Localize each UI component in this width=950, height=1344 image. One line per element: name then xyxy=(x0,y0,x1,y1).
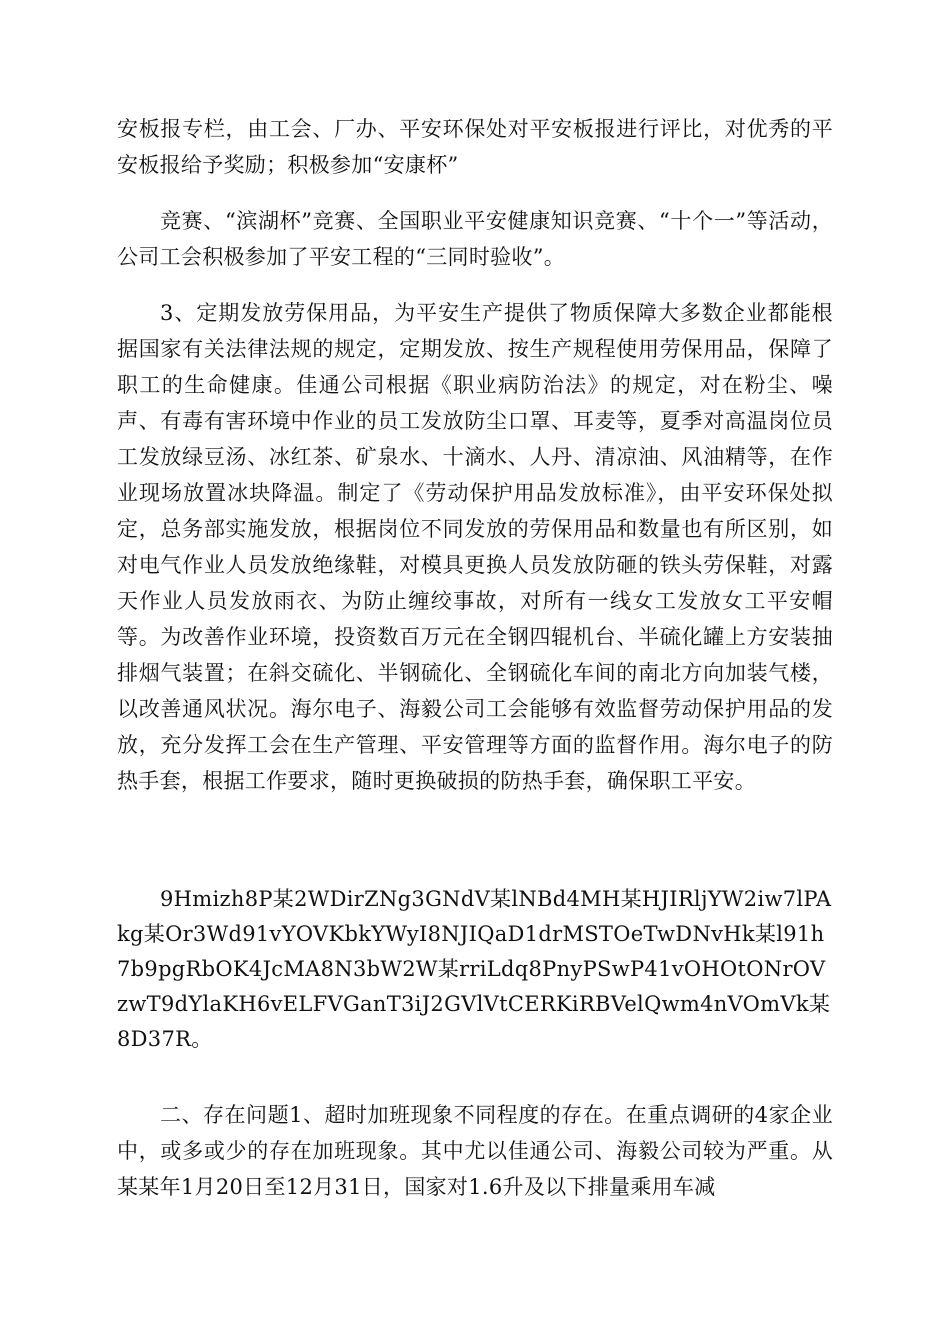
paragraph-2: 竞赛、“滨湖杯”竞赛、全国职业平安健康知识竞赛、“十个一”等活动，公司工会积极参加了平安工程的“三同时验收”。 xyxy=(117,209,833,269)
paragraph-4: 9Hmizh8P某2WDirZNg3GNdV某lNBd4MH某HJIRljYW2iw7lPAkg某Or3Wd91vYOVKbkYWyI8NJIQaD1drMSTOeTwDNvHk某l91h7b9pgRbOK4JcMA8N3bW2W某rriLdq8PnyPSwP41vOHOtONrOVzwT9dYlaKH6vELFVGanT3iJ2GVlVtCERKiRBVelQwm4nVOmVk某8D37R。 xyxy=(117,887,832,1051)
paragraph-3: 3、定期发放劳保用品，为平安生产提供了物质保障大多数企业都能根据国家有关法律法规的规定，定期发放、按生产规程使用劳保用品，保障了职工的生命健康。佳通公司根据《职业病防治法》的规定，对在粉尘、噪声、有毒有害环境中作业的员工发放防尘口罩、耳麦等，夏季对高温岗位员工发放绿豆汤、冰红茶、矿泉水、十滴水、人丹、清凉油、风油精等，在作业现场放置冰块降温。制定了《劳动保护用品发放标准》，由平安环保处拟定，总务部实施发放，根据岗位不同发放的劳保用品和数量也有所区别，如对电气作业人员发放绝缘鞋，对模具更换人员发放防砸的铁头劳保鞋，对露天作业人员发放雨衣、为防止缠绞事故，对所有一线女工发放女工平安帽等。为改善作业环境，投资数百万元在全钢四辊机台、半硫化罐上方安装抽排烟气装置；在斜交硫化、半钢硫化、全钢硫化车间的南北方向加装气楼，以改善通风状况。海尔电子、海毅公司工会能够有效监督劳动保护用品的发放，充分发挥工会在生产管理、平安管理等方面的监督作用。海尔电子的防热手套，根据工作要求，随时更换破损的防热手套，确保职工平安。 xyxy=(117,301,833,793)
paragraph-5: 二、存在问题1、超时加班现象不同程度的存在。在重点调研的4家企业中，或多或少的存在加班现象。其中尤以佳通公司、海毅公司较为严重。从某某年1月20日至12月31日，国家对1.6升及以下排量乘用车减 xyxy=(117,1103,833,1199)
paragraph-1: 安板报专栏，由工会、厂办、平安环保处对平安板报进行评比，对优秀的平安板报给予奖励；积极参加“安康杯” xyxy=(117,117,833,177)
